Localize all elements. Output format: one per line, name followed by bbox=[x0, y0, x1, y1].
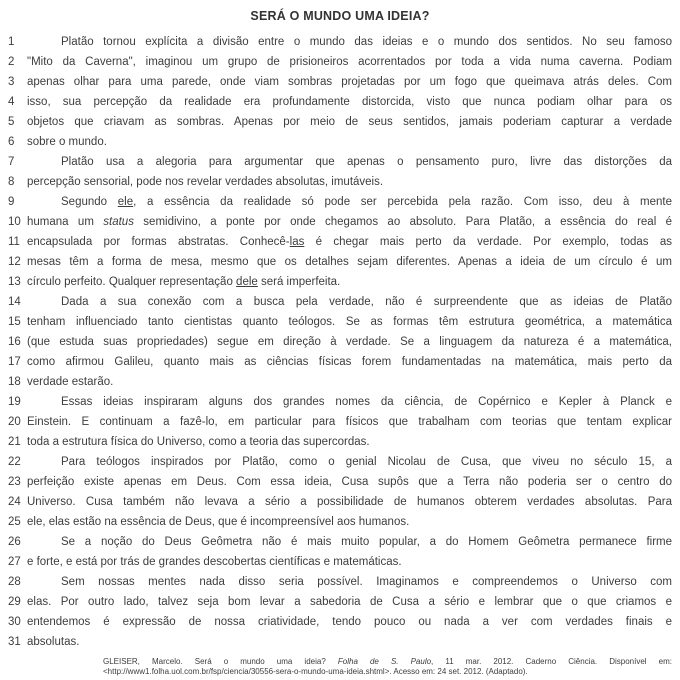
line-number: 15 bbox=[8, 316, 21, 328]
text-line-29 bbox=[0, 592, 680, 612]
text-run: objetos que criavam as sombras. Apenas por meio de seus sentidos, jamais poderiam capturar a verdade bbox=[27, 116, 672, 128]
line-text bbox=[27, 52, 680, 72]
line-number: 22 bbox=[8, 456, 21, 468]
text-line-5 bbox=[0, 112, 680, 132]
text-run: encapsulada por formas abstratas. Conhecê- bbox=[27, 236, 290, 248]
text-run: <http://www1.folha.uol.com.br/fsp/ciencia/30556-sera-o-mundo-uma-ideia.shtml>. Acesso em: 24 set. 2012. (Adaptado). bbox=[103, 666, 528, 676]
line-number: 20 bbox=[8, 416, 21, 428]
text-line-25 bbox=[0, 512, 680, 532]
text-line-17 bbox=[0, 352, 680, 372]
line-number: 1 bbox=[8, 36, 15, 48]
text-run: é chegar mais perto da verdade. Por exemplo, todas as bbox=[304, 236, 672, 248]
text-run: Essas ideias inspiraram alguns dos grandes nomes da ciência, de Copérnico e Kepler à Planck e bbox=[61, 396, 672, 408]
line-text bbox=[27, 392, 680, 412]
text-run: Platão tornou explícita a divisão entre o mundo das ideias e o mundo dos sentidos. No seu famoso bbox=[61, 36, 672, 48]
italic-text: Folha de S. Paulo bbox=[337, 657, 432, 666]
line-number: 26 bbox=[8, 536, 21, 548]
text-run: mesas têm a forma de mesa, mesmo que os detalhes sejam diferentes. Apenas a ideia de um círculo é um bbox=[27, 256, 672, 268]
line-number: 16 bbox=[8, 336, 21, 348]
text-line-19 bbox=[0, 392, 680, 412]
text-run: (que estuda suas propriedades) segue em direção à verdade. Se a linguagem da natureza é a matemática, bbox=[27, 336, 672, 348]
line-number: 29 bbox=[8, 596, 21, 608]
line-number: 12 bbox=[8, 256, 21, 268]
text-run: sobre o mundo. bbox=[27, 136, 107, 148]
text-run: absolutas. bbox=[27, 636, 80, 648]
text-run: como afirmou Galileu, quanto mais as ciências físicas forem fundamentadas na matemática, mais perto da bbox=[27, 356, 672, 368]
italic-text: status bbox=[103, 216, 134, 228]
text-line-23 bbox=[0, 472, 680, 492]
text-run: será imperfeita. bbox=[257, 276, 341, 288]
line-text bbox=[27, 472, 680, 492]
underlined-text: ele bbox=[117, 196, 134, 208]
line-text bbox=[27, 632, 680, 652]
text-run: apenas olhar para uma parede, onde viam sombras projetadas por um fogo que queimava atrás deles. Com bbox=[27, 76, 672, 88]
line-text bbox=[27, 172, 680, 192]
text-run: círculo perfeito. Qualquer representação bbox=[27, 276, 237, 288]
line-number: 9 bbox=[8, 196, 15, 208]
line-text bbox=[27, 412, 680, 432]
text-line-11 bbox=[0, 232, 680, 252]
line-number: 13 bbox=[8, 276, 21, 288]
line-number: 11 bbox=[8, 236, 20, 248]
text-line-13 bbox=[0, 272, 680, 292]
text-body bbox=[0, 32, 680, 652]
text-run: entendemos é expressão de nossa criatividade, tendo pouco ou nada a ver com verdades finais e bbox=[27, 616, 672, 628]
text-run: tenham influenciado tanto cientistas quanto teólogos. Se as formas têm estrutura geométrica, a matemática bbox=[27, 316, 672, 328]
text-line-6 bbox=[0, 132, 680, 152]
line-text bbox=[27, 192, 680, 212]
line-text bbox=[27, 332, 680, 352]
text-run: verdade estarão. bbox=[27, 376, 114, 388]
text-line-16 bbox=[0, 332, 680, 352]
text-run: Segundo bbox=[61, 196, 118, 208]
line-text bbox=[27, 532, 680, 552]
line-number: 7 bbox=[8, 156, 15, 168]
text-line-21 bbox=[0, 432, 680, 452]
line-number: 30 bbox=[8, 616, 21, 628]
text-line-15 bbox=[0, 312, 680, 332]
text-line-2 bbox=[0, 52, 680, 72]
line-text bbox=[27, 372, 680, 392]
citation-line-1 bbox=[103, 657, 672, 667]
text-run: perfeição existe apenas em Deus. Com essa ideia, Cusa supôs que a Terra não poderia ser o centro do bbox=[27, 476, 672, 488]
text-run: "Mito da Caverna", imaginou um grupo de prisioneiros acorrentados por toda a vida numa caverna. Podiam bbox=[27, 56, 672, 68]
text-run: , a essência da realidade só pode ser percebida pela razão. Com isso, deu à mente bbox=[133, 196, 672, 208]
citation-line-2 bbox=[103, 667, 672, 677]
text-run: Para teólogos inspirados por Platão, como o genial Nicolau de Cusa, que viveu no século 15, a bbox=[61, 456, 672, 468]
line-number: 18 bbox=[8, 376, 21, 388]
line-number: 25 bbox=[8, 516, 21, 528]
text-line-26 bbox=[0, 532, 680, 552]
line-number: 2 bbox=[8, 56, 15, 68]
text-run: ele, elas estão na essência de Deus, que é incompreensível aos humanos. bbox=[27, 516, 410, 528]
document-title: SERÁ O MUNDO UMA IDEIA? bbox=[250, 9, 430, 23]
line-text bbox=[27, 112, 680, 132]
line-text bbox=[27, 492, 680, 512]
line-number: 27 bbox=[8, 556, 21, 568]
line-text bbox=[27, 292, 680, 312]
text-run: , 11 mar. 2012. Caderno Ciência. Disponível em: bbox=[431, 657, 672, 666]
text-line-30 bbox=[0, 612, 680, 632]
text-run: Platão usa a alegoria para argumentar que apenas o pensamento puro, livre das distorções da bbox=[61, 156, 672, 168]
text-line-31 bbox=[0, 632, 680, 652]
text-line-18 bbox=[0, 372, 680, 392]
line-number: 21 bbox=[8, 436, 21, 448]
line-text bbox=[27, 312, 680, 332]
line-text bbox=[27, 572, 680, 592]
line-text bbox=[27, 32, 680, 52]
text-line-20 bbox=[0, 412, 680, 432]
text-run: isso, sua percepção da realidade era profundamente distorcida, visto que nunca podiam olhar para os bbox=[27, 96, 672, 108]
line-text bbox=[27, 352, 680, 372]
line-text bbox=[27, 452, 680, 472]
text-run: Einstein. E continuam a fazê-lo, em particular para físicos que trabalham com teorias que tentam explicar bbox=[27, 416, 672, 428]
source-citation bbox=[103, 657, 672, 676]
line-text bbox=[27, 592, 680, 612]
line-text bbox=[27, 132, 680, 152]
line-number: 5 bbox=[8, 116, 15, 128]
text-line-4 bbox=[0, 92, 680, 112]
underlined-text: las bbox=[289, 236, 305, 248]
text-run: semidivino, a ponte por onde chegamos ao absoluto. Para Platão, a essência do real é bbox=[133, 216, 672, 228]
text-run: toda a estrutura física do Universo, como a teoria das supercordas. bbox=[27, 436, 370, 448]
text-run: e forte, e está por trás de grandes descobertas científicas e matemáticas. bbox=[27, 556, 402, 568]
text-run: percepção sensorial, pode nos revelar verdades absolutas, imutáveis. bbox=[27, 176, 384, 188]
text-line-1 bbox=[0, 32, 680, 52]
text-line-7 bbox=[0, 152, 680, 172]
text-line-8 bbox=[0, 172, 680, 192]
text-run: GLEISER, Marcelo. Será o mundo uma ideia? bbox=[103, 657, 338, 666]
text-run: Dada a sua conexão com a busca pela verdade, não é surpreendente que as ideias de Platão bbox=[61, 296, 672, 308]
line-number: 6 bbox=[8, 136, 15, 148]
text-line-9 bbox=[0, 192, 680, 212]
line-text bbox=[27, 252, 680, 272]
line-number: 19 bbox=[8, 396, 21, 408]
line-number: 23 bbox=[8, 476, 21, 488]
line-number: 10 bbox=[8, 216, 21, 228]
text-line-10 bbox=[0, 212, 680, 232]
line-number: 31 bbox=[8, 636, 21, 648]
text-line-14 bbox=[0, 292, 680, 312]
text-run: Universo. Cusa também não levava a sério a possibilidade de humanos obterem verdades absolutas. Para bbox=[27, 496, 672, 508]
line-text bbox=[27, 512, 680, 532]
line-text bbox=[27, 152, 680, 172]
line-number: 14 bbox=[8, 296, 21, 308]
text-run: Sem nossas mentes nada disso seria possível. Imaginamos e compreendemos o Universo com bbox=[61, 576, 672, 588]
underlined-text: dele bbox=[236, 276, 258, 288]
line-text bbox=[27, 272, 680, 292]
line-text bbox=[27, 552, 680, 572]
line-text bbox=[27, 232, 680, 252]
text-line-3 bbox=[0, 72, 680, 92]
line-number: 24 bbox=[8, 496, 21, 508]
line-text bbox=[27, 212, 680, 232]
line-number: 17 bbox=[8, 356, 21, 368]
line-number: 4 bbox=[8, 96, 15, 108]
line-number: 3 bbox=[8, 76, 15, 88]
text-line-27 bbox=[0, 552, 680, 572]
text-line-24 bbox=[0, 492, 680, 512]
line-text bbox=[27, 612, 680, 632]
line-number: 28 bbox=[8, 576, 21, 588]
line-text bbox=[27, 72, 680, 92]
text-line-12 bbox=[0, 252, 680, 272]
line-number: 8 bbox=[8, 176, 15, 188]
text-run: humana um bbox=[27, 216, 104, 228]
text-run: Se a noção do Deus Geômetra não é mais muito popular, a do Homem Geômetra permanece firme bbox=[61, 536, 672, 548]
text-run: elas. Por outro lado, talvez seja bom levar a sabedoria de Cusa a sério e lembrar que o que criamos e bbox=[27, 596, 672, 608]
line-text bbox=[27, 432, 680, 452]
line-text bbox=[27, 92, 680, 112]
text-line-28 bbox=[0, 572, 680, 592]
text-line-22 bbox=[0, 452, 680, 472]
